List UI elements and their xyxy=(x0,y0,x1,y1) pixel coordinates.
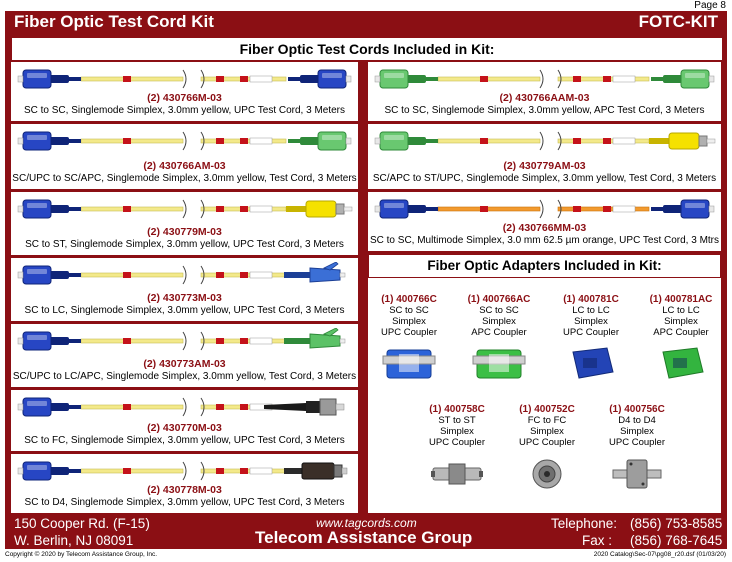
cord-illustration xyxy=(11,458,358,486)
adapter-description-line: Simplex xyxy=(574,316,608,327)
cord-illustration xyxy=(11,328,358,356)
cord-description: SC/APC to ST/UPC, Singlemode Simplex, 3.0mm yellow, Test Cord, 3 Meters xyxy=(372,173,717,184)
catalog-reference: 2020 Catalog\Sec-07\pg08_r20.dsf (01/03/20) xyxy=(593,551,726,558)
address-line-1: 150 Cooper Rd. (F-15) xyxy=(14,516,150,531)
cord-part-number: (2) 430766MM-03 xyxy=(502,222,587,234)
adapter-part-number: (1) 400758C xyxy=(429,404,485,415)
adapter-part-number: (1) 400752C xyxy=(519,404,575,415)
adapter-image xyxy=(381,344,437,382)
cord-panel xyxy=(368,62,721,121)
cord-panel xyxy=(11,390,358,451)
adapter-description-line: ST to ST xyxy=(438,415,476,426)
cord-description: SC to SC, Multimode Simplex, 3.0 mm 62.5 µm orange, UPC Test Cord, 3 Mtrs xyxy=(369,235,720,246)
adapter-image xyxy=(563,344,619,382)
adapter-part-number: (1) 400766C xyxy=(381,294,437,305)
cord-panel xyxy=(11,62,358,121)
cord-part-number: (2) 430766AAM-03 xyxy=(499,92,590,104)
adapter-description-line: UPC Coupler xyxy=(609,437,665,448)
adapter-description-line: FC to FC xyxy=(527,415,567,426)
cord-panel xyxy=(11,324,358,387)
cord-part-number: (2) 430779M-03 xyxy=(147,226,222,238)
adapter-description-line: UPC Coupler xyxy=(563,327,619,338)
cord-part-number: (2) 430773M-03 xyxy=(147,292,222,304)
adapter-description-line: D4 to D4 xyxy=(618,415,656,426)
adapter-description-line: Simplex xyxy=(664,316,698,327)
cord-part-number: (2) 430778M-03 xyxy=(147,484,222,496)
cord-illustration xyxy=(11,262,358,290)
adapter-description-line: Simplex xyxy=(440,426,474,437)
adapter-item xyxy=(366,294,452,382)
address-line-2: W. Berlin, NJ 08091 xyxy=(14,533,134,548)
cord-illustration xyxy=(368,196,721,224)
cord-illustration xyxy=(11,128,358,156)
cord-description: SC to LC, Singlemode Simplex, 3.0mm yellow, UPC Test Cord, 3 Meters xyxy=(24,305,345,316)
cord-part-number: (2) 430766AM-03 xyxy=(143,160,226,172)
cord-panel xyxy=(11,192,358,255)
adapter-description-line: UPC Coupler xyxy=(519,437,575,448)
adapter-description-line: Simplex xyxy=(482,316,516,327)
kit-code: FOTC-KIT xyxy=(638,12,718,31)
cord-description: SC to SC, Singlemode Simplex, 3.0mm yellow, APC Test Cord, 3 Meters xyxy=(384,105,705,116)
telephone-number: (856) 753-8585 xyxy=(630,516,723,531)
adapter-description-line: UPC Coupler xyxy=(381,327,437,338)
cord-panel xyxy=(11,124,358,189)
adapter-image xyxy=(609,454,665,492)
adapter-item xyxy=(504,404,590,492)
cord-part-number: (2) 430779AM-03 xyxy=(503,160,586,172)
adapter-description-line: Simplex xyxy=(392,316,426,327)
adapter-image xyxy=(471,344,527,382)
cord-panel xyxy=(368,124,721,189)
cord-description: SC to SC, Singlemode Simplex, 3.0mm yellow, UPC Test Cord, 3 Meters xyxy=(23,105,346,116)
cord-part-number: (2) 430766M-03 xyxy=(147,92,222,104)
adapter-item xyxy=(548,294,634,382)
cord-panel xyxy=(11,258,358,321)
adapter-description-line: LC to LC xyxy=(572,305,610,316)
website-link[interactable]: www.tagcords.com xyxy=(316,516,417,530)
adapter-image xyxy=(519,454,575,492)
adapter-part-number: (1) 400781C xyxy=(563,294,619,305)
adapter-description-line: SC to SC xyxy=(479,305,519,316)
page-title: Fiber Optic Test Cord Kit xyxy=(14,12,214,31)
cord-illustration xyxy=(11,394,358,422)
cord-part-number: (2) 430773AM-03 xyxy=(143,358,226,370)
adapter-description-line: LC to LC xyxy=(662,305,700,316)
cord-illustration xyxy=(11,196,358,224)
cord-panel xyxy=(368,192,721,251)
adapter-part-number: (1) 400766AC xyxy=(467,294,531,305)
adapter-image xyxy=(653,344,709,382)
cord-description: SC/UPC to SC/APC, Singlemode Simplex, 3.0mm yellow, Test Cord, 3 Meters xyxy=(12,173,357,184)
cord-description: SC to FC, Singlemode Simplex, 3.0mm yellow, UPC Test Cord, 3 Meters xyxy=(24,435,345,446)
page-number: Page 8 xyxy=(694,0,726,11)
cord-description: SC/UPC to LC/APC, Singlemode Simplex, 3.0mm yellow, Test Cord, 3 Meters xyxy=(12,371,357,382)
adapter-description-line: UPC Coupler xyxy=(429,437,485,448)
adapters-panel xyxy=(368,254,721,513)
adapter-description-line: APC Coupler xyxy=(471,327,527,338)
adapter-description-line: SC to SC xyxy=(389,305,429,316)
cord-illustration xyxy=(368,66,721,94)
adapter-image xyxy=(429,454,485,492)
cord-description: SC to ST, Singlemode Simplex, 3.0mm yellow, UPC Test Cord, 3 Meters xyxy=(25,239,344,250)
cord-illustration xyxy=(368,128,721,156)
cord-illustration xyxy=(11,66,358,94)
cord-part-number: (2) 430770M-03 xyxy=(147,422,222,434)
fax-label: Fax : xyxy=(582,533,613,548)
adapter-item xyxy=(594,404,680,492)
telephone-label: Telephone: xyxy=(551,516,618,531)
cord-description: SC to D4, Singlemode Simplex, 3.0mm yellow, UPC Test Cord, 3 Meters xyxy=(24,497,345,508)
adapter-description-line: APC Coupler xyxy=(653,327,709,338)
adapter-part-number: (1) 400756C xyxy=(609,404,665,415)
adapter-part-number: (1) 400781AC xyxy=(649,294,713,305)
fax-number: (856) 768-7645 xyxy=(630,533,723,548)
adapter-description-line: Simplex xyxy=(620,426,654,437)
cord-panel xyxy=(11,454,358,513)
adapter-item xyxy=(414,404,500,492)
adapter-item xyxy=(638,294,724,382)
company-name: Telecom Assistance Group xyxy=(255,528,473,547)
cords-banner: Fiber Optic Test Cords Included in Kit: xyxy=(11,37,723,61)
adapter-item xyxy=(456,294,542,382)
adapters-banner: Fiber Optic Adapters Included in Kit: xyxy=(368,254,721,278)
adapter-description-line: Simplex xyxy=(530,426,564,437)
copyright: Copyright © 2020 by Telecom Assistance Group, Inc. xyxy=(5,551,158,558)
